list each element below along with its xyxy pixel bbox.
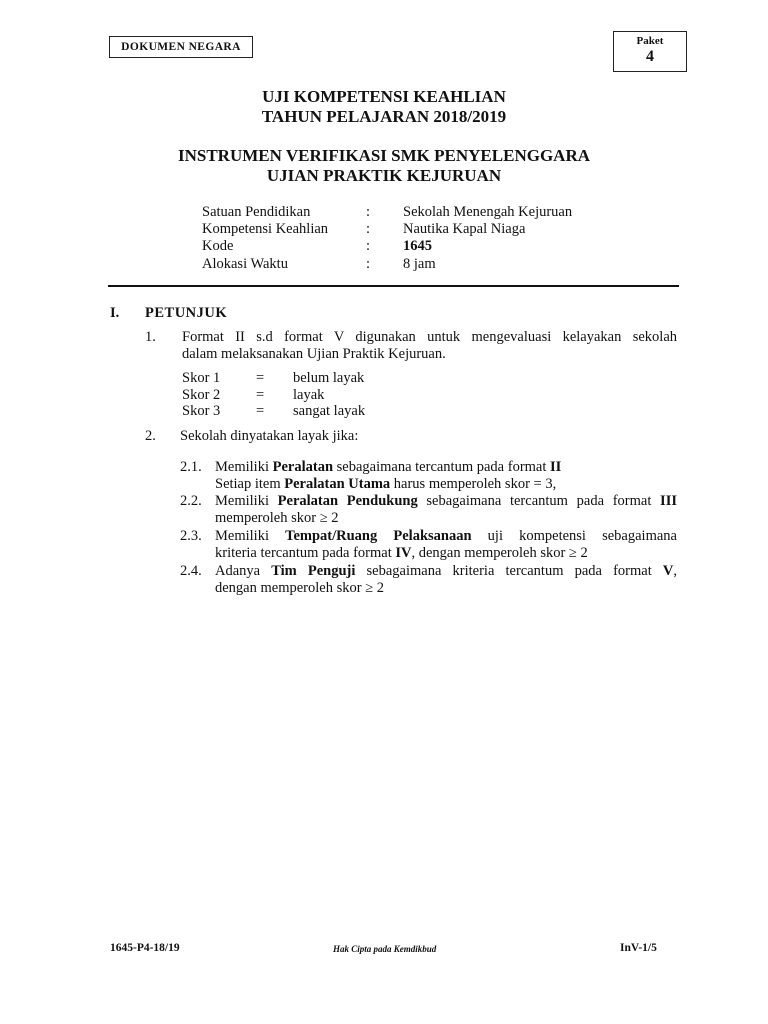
score-equals: = — [256, 403, 265, 419]
sub-item-number: 2.3. — [180, 528, 202, 544]
info-value: Sekolah Menengah Kejuruan — [403, 204, 573, 220]
header-divider — [108, 285, 679, 287]
info-label: Kode — [202, 238, 234, 254]
title-line-3: INSTRUMEN VERIFIKASI SMK PENYELENGGARA — [178, 146, 590, 165]
sub-item-number: 2.1. — [180, 459, 202, 475]
score-description: layak — [293, 387, 325, 403]
sub-item-2-1-line-1: Memiliki Peralatan sebagaimana tercantum pada format II — [215, 459, 562, 475]
info-separator: : — [366, 221, 371, 237]
score-equals: = — [256, 387, 265, 403]
sub-item-2-2-line-1: Memiliki Peralatan Pendukung sebagaimana tercantum pada format III — [215, 493, 677, 509]
info-label: Satuan Pendidikan — [202, 204, 311, 220]
sub-item-2-2-line-2: memperoleh skor ≥ 2 — [215, 510, 339, 526]
sub-item-2-4-line-2: dengan memperoleh skor ≥ 2 — [215, 580, 385, 596]
score-description: sangat layak — [293, 403, 366, 419]
info-value: Nautika Kapal Niaga — [403, 221, 526, 237]
footer-page-number: InV-1/5 — [620, 942, 657, 954]
section-title: PETUNJUK — [145, 305, 228, 321]
paket-number: 4 — [646, 48, 654, 65]
title-line-2: TAHUN PELAJARAN 2018/2019 — [261, 107, 507, 126]
info-value: 1645 — [403, 238, 432, 254]
sub-item-number: 2.4. — [180, 563, 202, 579]
item-2-text: Sekolah dinyatakan layak jika: — [180, 428, 359, 444]
item-2-number: 2. — [145, 428, 156, 444]
score-label: Skor 3 — [182, 403, 221, 419]
info-label: Kompetensi Keahlian — [202, 221, 329, 237]
section-number: I. — [110, 305, 120, 321]
score-description: belum layak — [293, 370, 365, 386]
footer-document-code: 1645-P4-18/19 — [110, 942, 180, 954]
sub-item-2-1-line-2: Setiap item Peralatan Utama harus memperoleh skor = 3, — [215, 476, 557, 492]
document-label: DOKUMEN NEGARA — [121, 41, 241, 53]
score-label: Skor 1 — [182, 370, 221, 386]
item-1-line-1: Format II s.d format V digunakan untuk mengevaluasi kelayakan sekolah — [182, 329, 677, 345]
sub-item-number: 2.2. — [180, 493, 202, 509]
info-separator: : — [366, 238, 371, 254]
document-label-box — [109, 36, 253, 58]
title-line-4: UJIAN PRAKTIK KEJURUAN — [266, 166, 502, 185]
title-line-1: UJI KOMPETENSI KEAHLIAN — [262, 87, 506, 106]
sub-item-2-4-line-1: Adanya Tim Penguji sebagaimana kriteria tercantum pada format V, — [215, 563, 677, 579]
score-label: Skor 2 — [182, 387, 221, 403]
sub-item-2-3-line-2: kriteria tercantum pada format IV, dengan memperoleh skor ≥ 2 — [215, 545, 588, 561]
paket-box — [613, 31, 687, 72]
info-value: 8 jam — [403, 256, 436, 272]
paket-label: Paket — [636, 35, 664, 47]
footer-copyright: Hak Cipta pada Kemdikbud — [333, 944, 437, 954]
info-separator: : — [366, 256, 371, 272]
sub-item-2-3-line-1: Memiliki Tempat/Ruang Pelaksanaan uji kompetensi sebagaimana — [215, 528, 677, 544]
score-equals: = — [256, 370, 265, 386]
info-label: Alokasi Waktu — [202, 256, 288, 272]
item-1-line-2: dalam melaksanakan Ujian Praktik Kejuruan. — [182, 346, 446, 362]
info-separator: : — [366, 204, 371, 220]
item-1-number: 1. — [145, 329, 156, 345]
